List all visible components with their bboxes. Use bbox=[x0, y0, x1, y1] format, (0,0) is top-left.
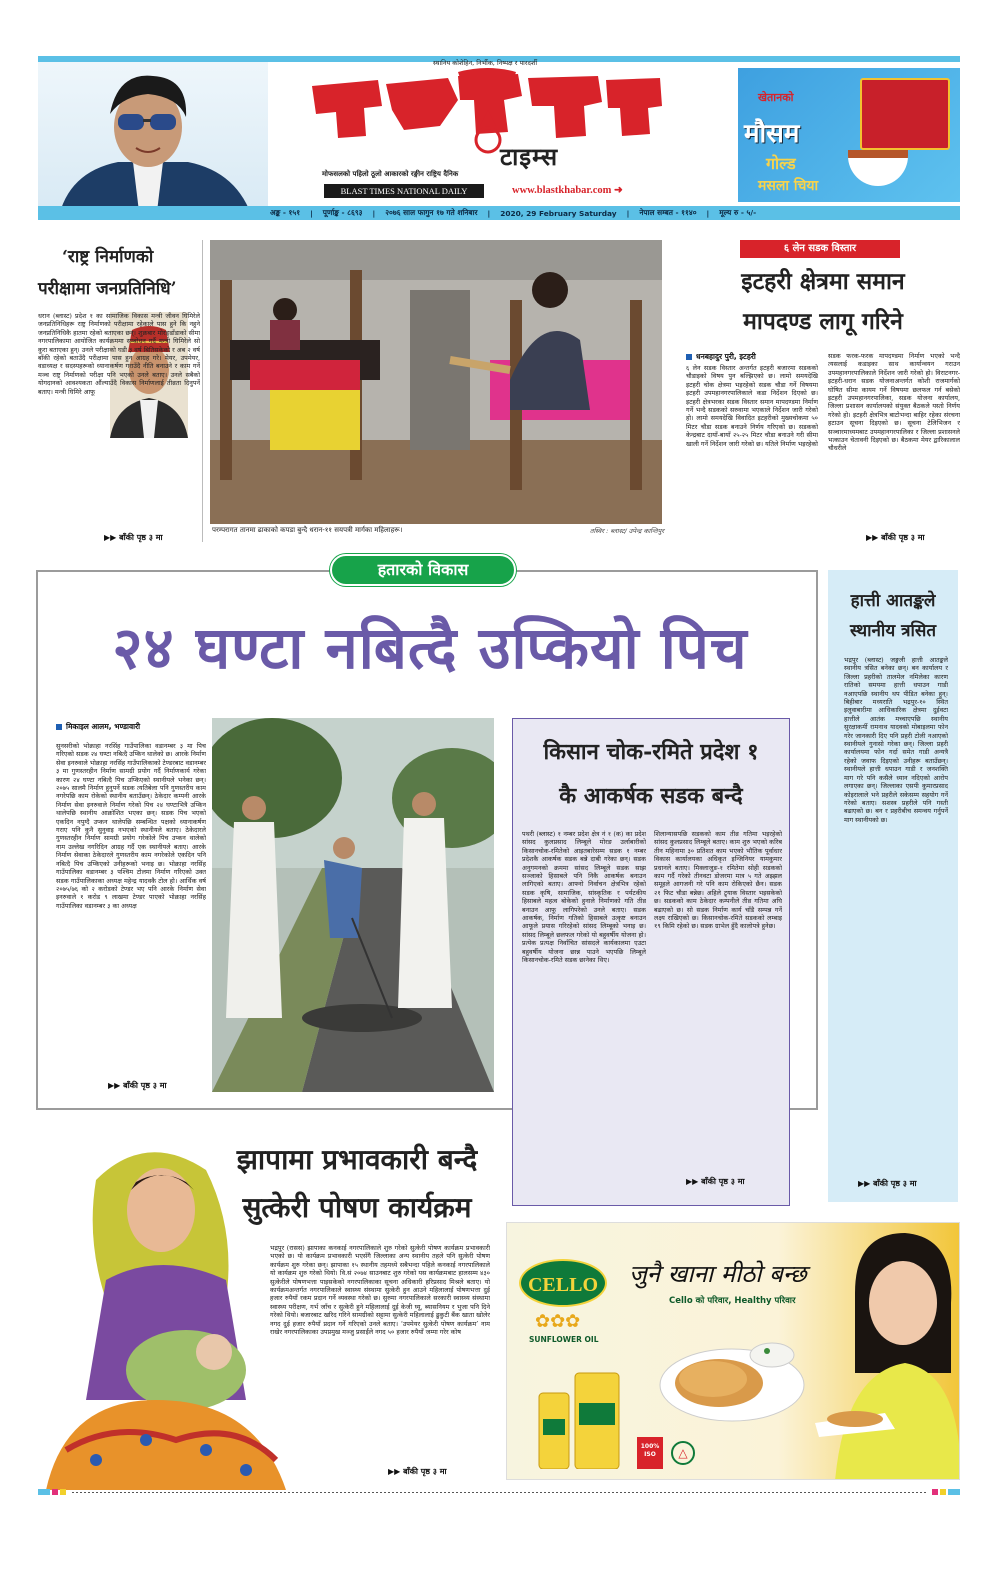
woman-model bbox=[815, 1223, 960, 1480]
feature-byline: मिकाइल आलम, भण्डावारी bbox=[56, 722, 206, 732]
feature-text: सुनसरीको भोक्राहा नरसिंह गाउँपालिका वडानम्बर ३ मा पिच गरिएको सडक २४ घण्टा नबित्दै उप्किन थालेको छ। आरके निर्माण सेवा इनरुवाले भोक्राहा नरसिंह गाउँपालिकाको टेण्डरबाट वडानम्बर ३ मा गुणस्तरहीन निर्माण सामग्री प्रयोग गर्दै निर्माणकार्य गरेका कारण २४ घण्टा नबित्दै पिच उप्किएको स्थानीयले भनेका छन्। २०७५ सालमै निर्माण हुनुपर्ने सडक त्यतिबेला पनि गुणस्तरीय काम नगरेपछि काम रोकेको स्थानीय बताउँछन्। ठेकेदार कम्पनी आरके निर्माण सेवा इनरुवाले निर्माण गरेको पिच २४ घण्टाभित्रै उप्किन थालेपछि स्थानीय आक्रोशित भएका छन्। सडक पिच भएको एकदिन नपुग्दै उप्कन थालेपछि सम्बन्धित पक्षको ध्यानाकर्षण गराए पनि कुनै सुनुवाइ नभएको स्थानीयले बताए। ठेकेदारले गुणस्तरहीन निर्माण सामग्री प्रयोग गरेकोले पिच उप्कन थालेको नाम उल्लेख नगरिदिन आग्रह गर्दै एक स्थानीयले बताए। आरके निर्माण सेवाका ठेकेदारले गुणस्तरीय काम नगरेकोले एकदिन पनि नबित्दै पिच उप्किएको उनीहरूको भनाइ छ। भोक्राहा नरसिंह गाउँपालिका वडानम्बर ३ पश्चिम टोलमा निर्माण गरिएको उक्त सडक गाउँपालिकाका अध्यक्ष महेन्द्र यादवकै टोल हो। आर्थिक वर्ष २०७५/७६ को २ करोडको टेण्डर भए पनि आरके निर्माण सेवा इनरुवाले १ करोड ९ लाखमा टेण्डर पाएको भोक्राहा नरसिंह गाउँपालिका वडानम्बर ३ का अध्यक्ष bbox=[56, 742, 206, 910]
celebrity-photo bbox=[38, 62, 268, 220]
tea-ad-kind: मसला चिया bbox=[758, 178, 819, 194]
oil-bottles bbox=[535, 1363, 625, 1469]
arrow-right-icon: ➜ bbox=[614, 185, 623, 196]
tea-advertisement[interactable] bbox=[738, 68, 960, 202]
photo-credit: तस्विर : ब्लास्ट/ उपेन्द्र कान्तिपुर bbox=[589, 527, 664, 535]
english-date: 2020, 29 February Saturday bbox=[500, 208, 617, 218]
total-issue: पूर्णाङ्क - ८६९३ bbox=[322, 208, 363, 217]
masthead-title-times: टाइम्स bbox=[500, 142, 559, 171]
quality-mark-icon: △ bbox=[671, 1441, 695, 1465]
elephant-story-title-1[interactable]: हात्ती आतङ्कले bbox=[850, 591, 936, 611]
right-story-title-2[interactable]: मापदण्ड लागू गरिने bbox=[743, 308, 903, 335]
bottom-story-text: भद्रपुर (रासस) झापाका कनकाई नगरपालिकाले शुरु गरेको सुत्केरी पोषण कार्यक्रम प्रभावकारी भएको छ। यो कार्यक्रम प्रभावकारी भएसँगै जिल्लाका अन्य स्थानीय तहले पनि सुत्केरी पोषण कार्यक्रम शुरु गरेका छन्। झापाका १५ स्थानीय तहमध्ये सबैभन्दा पहिले कनकाई नगरपालिकाले यो कार्यक्रम शुरु गरेको थियो। वि.सं २०७४ साउनबाट शुरु गरेको यस कार्यक्रमबाट हालसम्म ४३० सुत्केरीले पोषणभत्ता पाइसकेको नगरपालिकाका सूचना अधिकारी हरिप्रसाद मिश्रले बताए। यो कार्यक्रमअन्तर्गत नगरपालिकाले स्वास्थ्य संस्थामा सुत्केरी हुन आउने महिलालाई पोषणभत्ता दुई हजार रुपैयाँ रकम प्रदान गर्ने व्यवस्था गरेको छ। सुरुमा नगरपालिकाले सरकारी स्वास्थ्य संस्थामा स्वास्थ्य परीक्षण, गर्भ जाँच र सुत्केरी हुने महिलालाई दुई केजी घ्यू, ब्यासनियम र भुजा पनि दिने गरेको थियो। बजारबाट खरिद गरिने सामग्रीको सट्टामा सुत्केरी महिलालाई ढुकुटी बैंक खाता खोलेर नगद दुई हजार रुपैयाँ प्रदान गर्ने गरिएको उनले बताए। ‘उपमेयर सुत्केरी पोषण कार्यक्रम’ नाम राखेर नगरपालिकाका उपप्रमुख मञ्जु प्रसाईंले नगद ५० हजार रुपैयाँ जम्मा गरेर कोष bbox=[270, 1244, 490, 1337]
bottom-story-continue[interactable]: ▶▶ बाँकी पृष्ठ ३ मा bbox=[388, 1467, 447, 1476]
right-story-continue[interactable]: ▶▶ बाँकी पृष्ठ ३ मा bbox=[866, 533, 925, 542]
left-story-title-1[interactable]: ‘राष्ट्र निर्माणको bbox=[62, 247, 154, 267]
right-story-col2: सडक फरक-फरक मापदण्डमा निर्माण भएको भन्दै त्यसलाई कडाइका साथ कार्यान्वयन गराउन उपमहानगरपालिकाले निर्देशन जारी गरेको हो। विराटनगर-इटहरी-धरान सडक योजनाअन्तर्गत कोशी राजमार्गको घोषित सीमा कायम गर्ने विषयमा छलफल गर्न बसेको इटहरी उपमहानगरपालिका, सडक योजना कार्यालय, जिल्ला प्रशासन कार्यालयको संयुक्त बैठकले यस्तो निर्णय गरेको हो। इटहरी क्षेत्रभित्र बाटोभन्दा बाहिर रहेका संरचना हटाउन सूचना दिइएको छ। सूचना टेलिभिजन र सञ्चारमाध्यमबाट उपमहानगरपालिका र जिल्ला प्रशासनले भत्काउन चेतावनी दिइएको छ। बैठकमा मेयर द्वारिकालाल चौधरीले bbox=[828, 352, 960, 453]
price: मूल्य रु - ५/- bbox=[719, 208, 757, 217]
weaving-photo bbox=[210, 240, 662, 524]
right-story-byline: धनबहादुर पुरी, इटहरी bbox=[686, 352, 820, 362]
iso-badge bbox=[637, 1437, 663, 1469]
cello-sub-brand: SUNFLOWER OIL bbox=[529, 1335, 599, 1344]
issue-number: अङ्क - १५१ bbox=[270, 208, 301, 217]
nepali-date: २०७६ साल फागुन १७ गते शनिबार bbox=[385, 208, 478, 217]
english-name: BLAST TIMES NATIONAL DAILY bbox=[340, 186, 468, 196]
feature-tag bbox=[330, 554, 516, 586]
tea-box-image bbox=[860, 78, 950, 150]
masthead-tagline-top: स्थानिय कोशेहिन, निर्भीक, निष्पक्ष र पारदर्शी bbox=[432, 59, 538, 67]
nepal-era: नेपाल सम्बत - ११४० bbox=[639, 208, 697, 217]
website-url: www.blastkhabar.com bbox=[512, 185, 612, 196]
footer-strip bbox=[38, 1488, 960, 1496]
tea-cup-image bbox=[848, 150, 908, 186]
english-name-box bbox=[324, 184, 484, 198]
elephant-story-text: भद्रपुर (ब्लास्ट) जङ्गली हात्ती आतङ्कले स्थानीय त्रसित बनेका छन्। बन कार्यालय र जिल्ला प्रहरीको तालमेल नमिलेका कारण रातिको समयमा हात्ती धपाउन गाडी नआएपछि स्थानीय थप पीडित बनेका हुन्। बिहीबार मध्यराति भद्रपुर-१० स्थित इलुवाबारीमा आधिकारिक क्षेत्रमा दुईवटा हात्तीले आतंक मच्चाएपछि स्थानीय सुरक्षाकर्मी रामनाथ यादवको मोबाइलमा फोन गरेर जानकारी दिए पनि प्रहरी टोली नआएको स्थानीयले गुनासो गरेका छन्। जिल्ला प्रहरी कार्यालयमा फोन गर्दा समेत गाडी अन्यत्रै रहेको जवाफ दिइएको उनीहरू बताउँछन्। स्थानीयले हात्ती धपाउन गाडी र जनशक्ति माग गरे पनि कसैले ध्यान नदिएको आरोप लगाएका छन्। जिल्लाका एसपी कुमारप्रसाद कोइरालाले भने प्रहरीले सकेसम्म सहयोग गर्ने गरेको बताए। सशस्त्र प्रहरीले पनि गस्ती बढाएको छ। बन र प्रहरीबीच समन्वय गर्नुपर्ने माग स्थानीयको छ। bbox=[844, 656, 948, 824]
website-link[interactable] bbox=[512, 184, 662, 196]
cello-advertisement[interactable] bbox=[506, 1222, 960, 1480]
food-plate bbox=[657, 1325, 807, 1425]
elephant-story-title-2[interactable]: स्थानीय त्रसित bbox=[849, 621, 937, 641]
right-story-kicker-text: ६ लेन सडक विस्तार bbox=[783, 243, 857, 254]
left-story-text: धरान (ब्लास्ट) प्रदेश १ का सामाजिक विकास मन्त्री जीवन घिमिरेले जनप्रतिनिधिहरू राष्ट्र निर्माणको परीक्षामा रहेकाले पास हुने कि नहुने जनप्रतिनिधिकै हातमा रहेको बताएका छन्। शुक्रबार मोरङ्डाँडाको सीमा नगरपालिकामा आयोजित कार्यक्रममा सम्बोधन गर्दै मन्त्री घिमिरेले सो कुरा बताएका हुन्। उनले परीक्षाको घडी ३ वर्ष बितिसकेको र अब २ वर्ष बाँकी रहेको बताउँदै परीक्षामा पास हुन आग्रह गरे। मेयर, उपमेयर, वडाध्यक्ष र सदस्यहरूको ध्यानाकर्षण गराउँदै नीति बनाउने र काम गर्ने मञ्च राष्ट्र निर्माणको परीक्षा पनि भएको उनले बताए। उनले सबैको योगदानको आवश्यकता औंल्याउँदै विकास निर्माणलाई तीव्रता दिनुपर्ने बताए। मन्त्री घिमिरे आफू bbox=[38, 312, 200, 396]
left-story-title-2[interactable]: परीक्षामा जनप्रतिनिधि’ bbox=[38, 279, 177, 299]
road-photo bbox=[212, 718, 494, 1092]
cello-brand: CELLO bbox=[527, 1274, 599, 1296]
column-divider bbox=[202, 240, 203, 542]
feature-continue[interactable]: ▶▶ बाँकी पृष्ठ ३ मा bbox=[108, 1081, 167, 1090]
box-story-title-1[interactable]: किसान चोक-रमिते प्रदेश १ bbox=[543, 739, 759, 765]
bottom-story-title-1[interactable]: झापामा प्रभावकारी बन्दै bbox=[236, 1143, 478, 1176]
feature-headline[interactable]: २४ घण्टा नबित्दै उप्कियो पिच bbox=[112, 614, 748, 682]
tea-ad-product: मौसम bbox=[744, 119, 800, 149]
dateline-bar: अङ्क - १५१ | पूर्णाङ्क - ८६९३ | २०७६ साल फागुन १७ गते शनिबार | 2020, 29 February Saturday | नेपाल सम्बत - ११४० | मूल्य रु - ५/- bbox=[38, 206, 960, 220]
masthead-tagline-sub: मोफसलको पहिलो ठूलो आकारको रङ्गीन राष्ट्रिय दैनिक bbox=[322, 170, 459, 178]
box-story-col2: शिलान्यासपछि सडकको काम तीव्र गतिमा भइरहेको सांसद कुलप्रसाद लिम्बूले बताए। काम शुरु भएको करिब तीन महिनामा ३० प्रतिशत काम भएको भौतिक पूर्वाधार विकास कार्यालयका अधिकृत इन्जिनियर यामकुमार प्रधानले बताए। मिक्लाजुङ-१ रमितेमा सोही सडकको काम गर्दै गरेको तीनवटा डोजरमा मात्र ५ गते अझ्झल समूहले आगजनी गरे पनि काम रोकिएको छैन। सडक २१ फिट चौडा बन्नेछ। अहिले ट्र्याक विस्तार भइसकेको छ। सडकको काम ठेकेदार कम्पनीले तीव्र गतिमा अघि बढाएको छ। सो सडक निर्माण कार्य चाँडै सम्पन्न गर्ने लक्ष्य राखिएको छ। किसानचोक-रमिते सडकको लम्बाइ १९ किमि रहेको छ। सडक ग्राभेल हुँदै कालोपत्रे हुनेछ। bbox=[654, 830, 782, 931]
cello-slogan: जुनै खाना मीठो बन्छ bbox=[629, 1260, 807, 1288]
iso-badge-text: 100% ISO bbox=[640, 1443, 660, 1458]
sunflower-icon: ✿✿✿ bbox=[535, 1311, 581, 1332]
feature-tag-text: हतारको विकास bbox=[377, 560, 469, 579]
box-story-col1: पथरी (ब्लास्ट) १ नम्बर प्रदेश क्षेत्र नं १ (क) का प्रदेश सांसद कुलप्रसाद लिम्बूले मोरङ उर्लाबारीको किसानचोक-रमितेको आइतबारेसम्म सडक १ नम्बर प्रदेशकै आकर्षक सडक बन्ने दाबी गरेका छन्। सडक अनुगमनको क्रममा सांसद लिम्बूले सडक साझ सञ्जाको हिसाबले पनि निकै आकर्षक बनाउन लागिएको बताए। आफ्नो निर्वाचन क्षेत्रभित्र रहेको सडक कृषि, सामाजिक, सांस्कृतिक र पर्यटकीय हिसाबले महत्व बोकेको हुनाले निर्माणको गति तीव्र बनाउन आफू लागिपरेको उनले बताए। सडक आकर्षक, निर्माण गतिको हिसाबले उत्कृष्ट बनाउन आफूले प्रयास गरिरहेको सांसद लिम्बूको भनाइ छ। सांसद लिम्बूले छलफल गरेको यो बहुवर्षीय योजना हो। प्रत्येक प्रत्यक्ष निर्वाचित सांसदले कार्यकालमा एउटा बहुवर्षीय योजना छान्न पाउने भएपछि लिम्बूले किसानचोक-रमिते सडक छानेका थिए। bbox=[522, 830, 646, 965]
left-story-continue[interactable]: ▶▶ बाँकी पृष्ठ ३ मा bbox=[104, 533, 163, 542]
photo-caption: परम्परागत तानमा ढाकाको कपडा बुन्दै धरान-११ सयपत्री मार्गका महिलाहरू। bbox=[212, 526, 403, 534]
tea-ad-brand: खेतानको bbox=[758, 91, 794, 104]
box-story-title-2[interactable]: कै आकर्षक सडक बन्दै bbox=[559, 783, 743, 809]
right-story-title-1[interactable]: इटहरी क्षेत्रमा समान bbox=[741, 268, 905, 295]
cello-logo bbox=[519, 1259, 607, 1307]
right-story-col1: ६ लेन सडक विस्तार अन्तर्गत इटहरी बजारमा सडकको चौडाइको विषय पुन बल्झिएको छ। लामो समयदेखि इटहरी चोक क्षेत्रमा भइरहेको सडक चौडा गर्ने विषयमा इटहरी उपमहानगरपालिकाले कडा निर्देशन दिएको छ। इटहरी क्षेत्रभरका सडक विस्तार समान मापदण्डमा निर्माण गर्ने भन्दै सडकको सरुवामा भएकाले निर्देशन जारी गरेको हो। लामो समयदेखि विवादित इटहरीको मुख्यचोकमा ५० मिटर चौडा सडक बनाउने निर्णय गरिएको छ। सडकको केन्द्रबाट दायाँ-बायाँ २५-२५ मिटर चौडा बनाउने गरी सीमा खाली गर्ने निर्देशन जारी गरेको छ। यतिले निर्माण भइरहेको bbox=[686, 364, 818, 448]
tea-ad-variant: गोल्ड bbox=[766, 154, 796, 173]
bottom-story-title-2[interactable]: सुत्केरी पोषण कार्यक्रम bbox=[242, 1191, 472, 1224]
elephant-story-continue[interactable]: ▶▶ बाँकी पृष्ठ ३ मा bbox=[858, 1179, 917, 1188]
box-story-continue[interactable]: ▶▶ बाँकी पृष्ठ ३ मा bbox=[686, 1177, 745, 1186]
cello-tagline: Cello को परिवार, Healthy परिवार bbox=[669, 1296, 796, 1306]
right-story-kicker bbox=[740, 240, 900, 258]
